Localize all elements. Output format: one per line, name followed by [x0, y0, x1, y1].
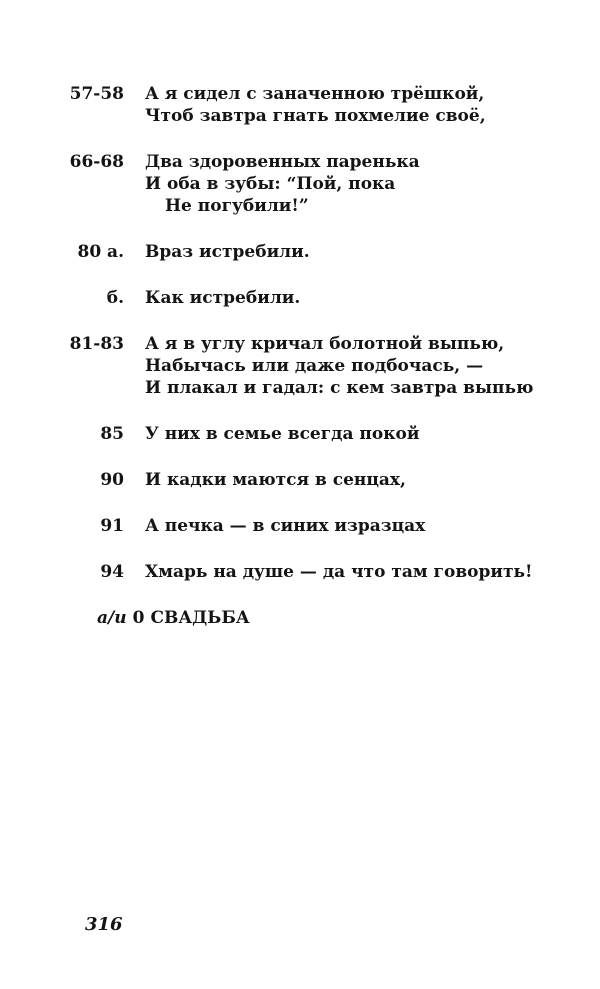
- verse-lines: [145, 561, 533, 583]
- verse-lines: [145, 515, 425, 537]
- verse-line: У них в семье всегда покой: [145, 424, 420, 444]
- verse-line: Не погубили!”: [165, 196, 309, 216]
- variant-sigla: а/и: [97, 608, 127, 628]
- verse-lines: [145, 333, 533, 399]
- apparatus-entry: [0, 333, 600, 399]
- page-number: 316: [85, 914, 123, 935]
- line-number-label: 85: [100, 424, 124, 444]
- verse-lines: [145, 469, 406, 491]
- line-number-label: 57-58: [69, 84, 124, 104]
- title-apparatus-entry: [97, 607, 600, 629]
- verse-line: Как истребили.: [145, 288, 301, 308]
- apparatus-entry: [0, 241, 600, 263]
- apparatus-entry: [0, 287, 600, 309]
- line-number-label: 90: [100, 470, 124, 490]
- verse-lines: [145, 83, 486, 127]
- apparatus-entry: [0, 423, 600, 445]
- verse-lines: [145, 287, 300, 309]
- verse-lines: [145, 151, 420, 217]
- line-number-label: 66-68: [69, 152, 124, 172]
- verse-line: Враз истребили.: [145, 242, 310, 262]
- verse-line: А печка — в синих изразцах: [145, 516, 426, 536]
- apparatus-entry: [0, 561, 600, 583]
- verse-lines: [145, 423, 419, 445]
- apparatus-entry: [0, 83, 600, 127]
- verse-line: И кадки маются в сенцах,: [145, 470, 406, 490]
- line-number-label: 80 а.: [77, 242, 124, 262]
- title-line-number: 0: [132, 608, 145, 628]
- verse-line: Хмарь на душе — да что там говорить!: [145, 562, 533, 582]
- line-number-label: 91: [100, 516, 124, 536]
- verse-line: И плакал и гадал: с кем завтра выпью: [145, 378, 534, 398]
- verse-line: Набычась или даже подбочась, —: [145, 356, 484, 376]
- line-number-label: 94: [100, 562, 124, 582]
- verse-line: И оба в зубы: “Пой, пока: [145, 174, 396, 194]
- apparatus-entry: [0, 151, 600, 217]
- verse-lines: [145, 241, 310, 263]
- verse-line: А я в углу кричал болотной выпью,: [145, 334, 505, 354]
- variant-letter-label: б.: [106, 288, 124, 308]
- verse-line: Два здоровенных паренька: [145, 152, 420, 172]
- apparatus-entry: [0, 469, 600, 491]
- line-number-label: 81-83: [69, 334, 124, 354]
- verse-line: Чтоб завтра гнать похмелие своё,: [145, 106, 486, 126]
- apparatus-entry: [0, 515, 600, 537]
- verse-line: А я сидел с заначенною трёшкой,: [145, 84, 485, 104]
- poem-title: СВАДЬБА: [150, 608, 250, 628]
